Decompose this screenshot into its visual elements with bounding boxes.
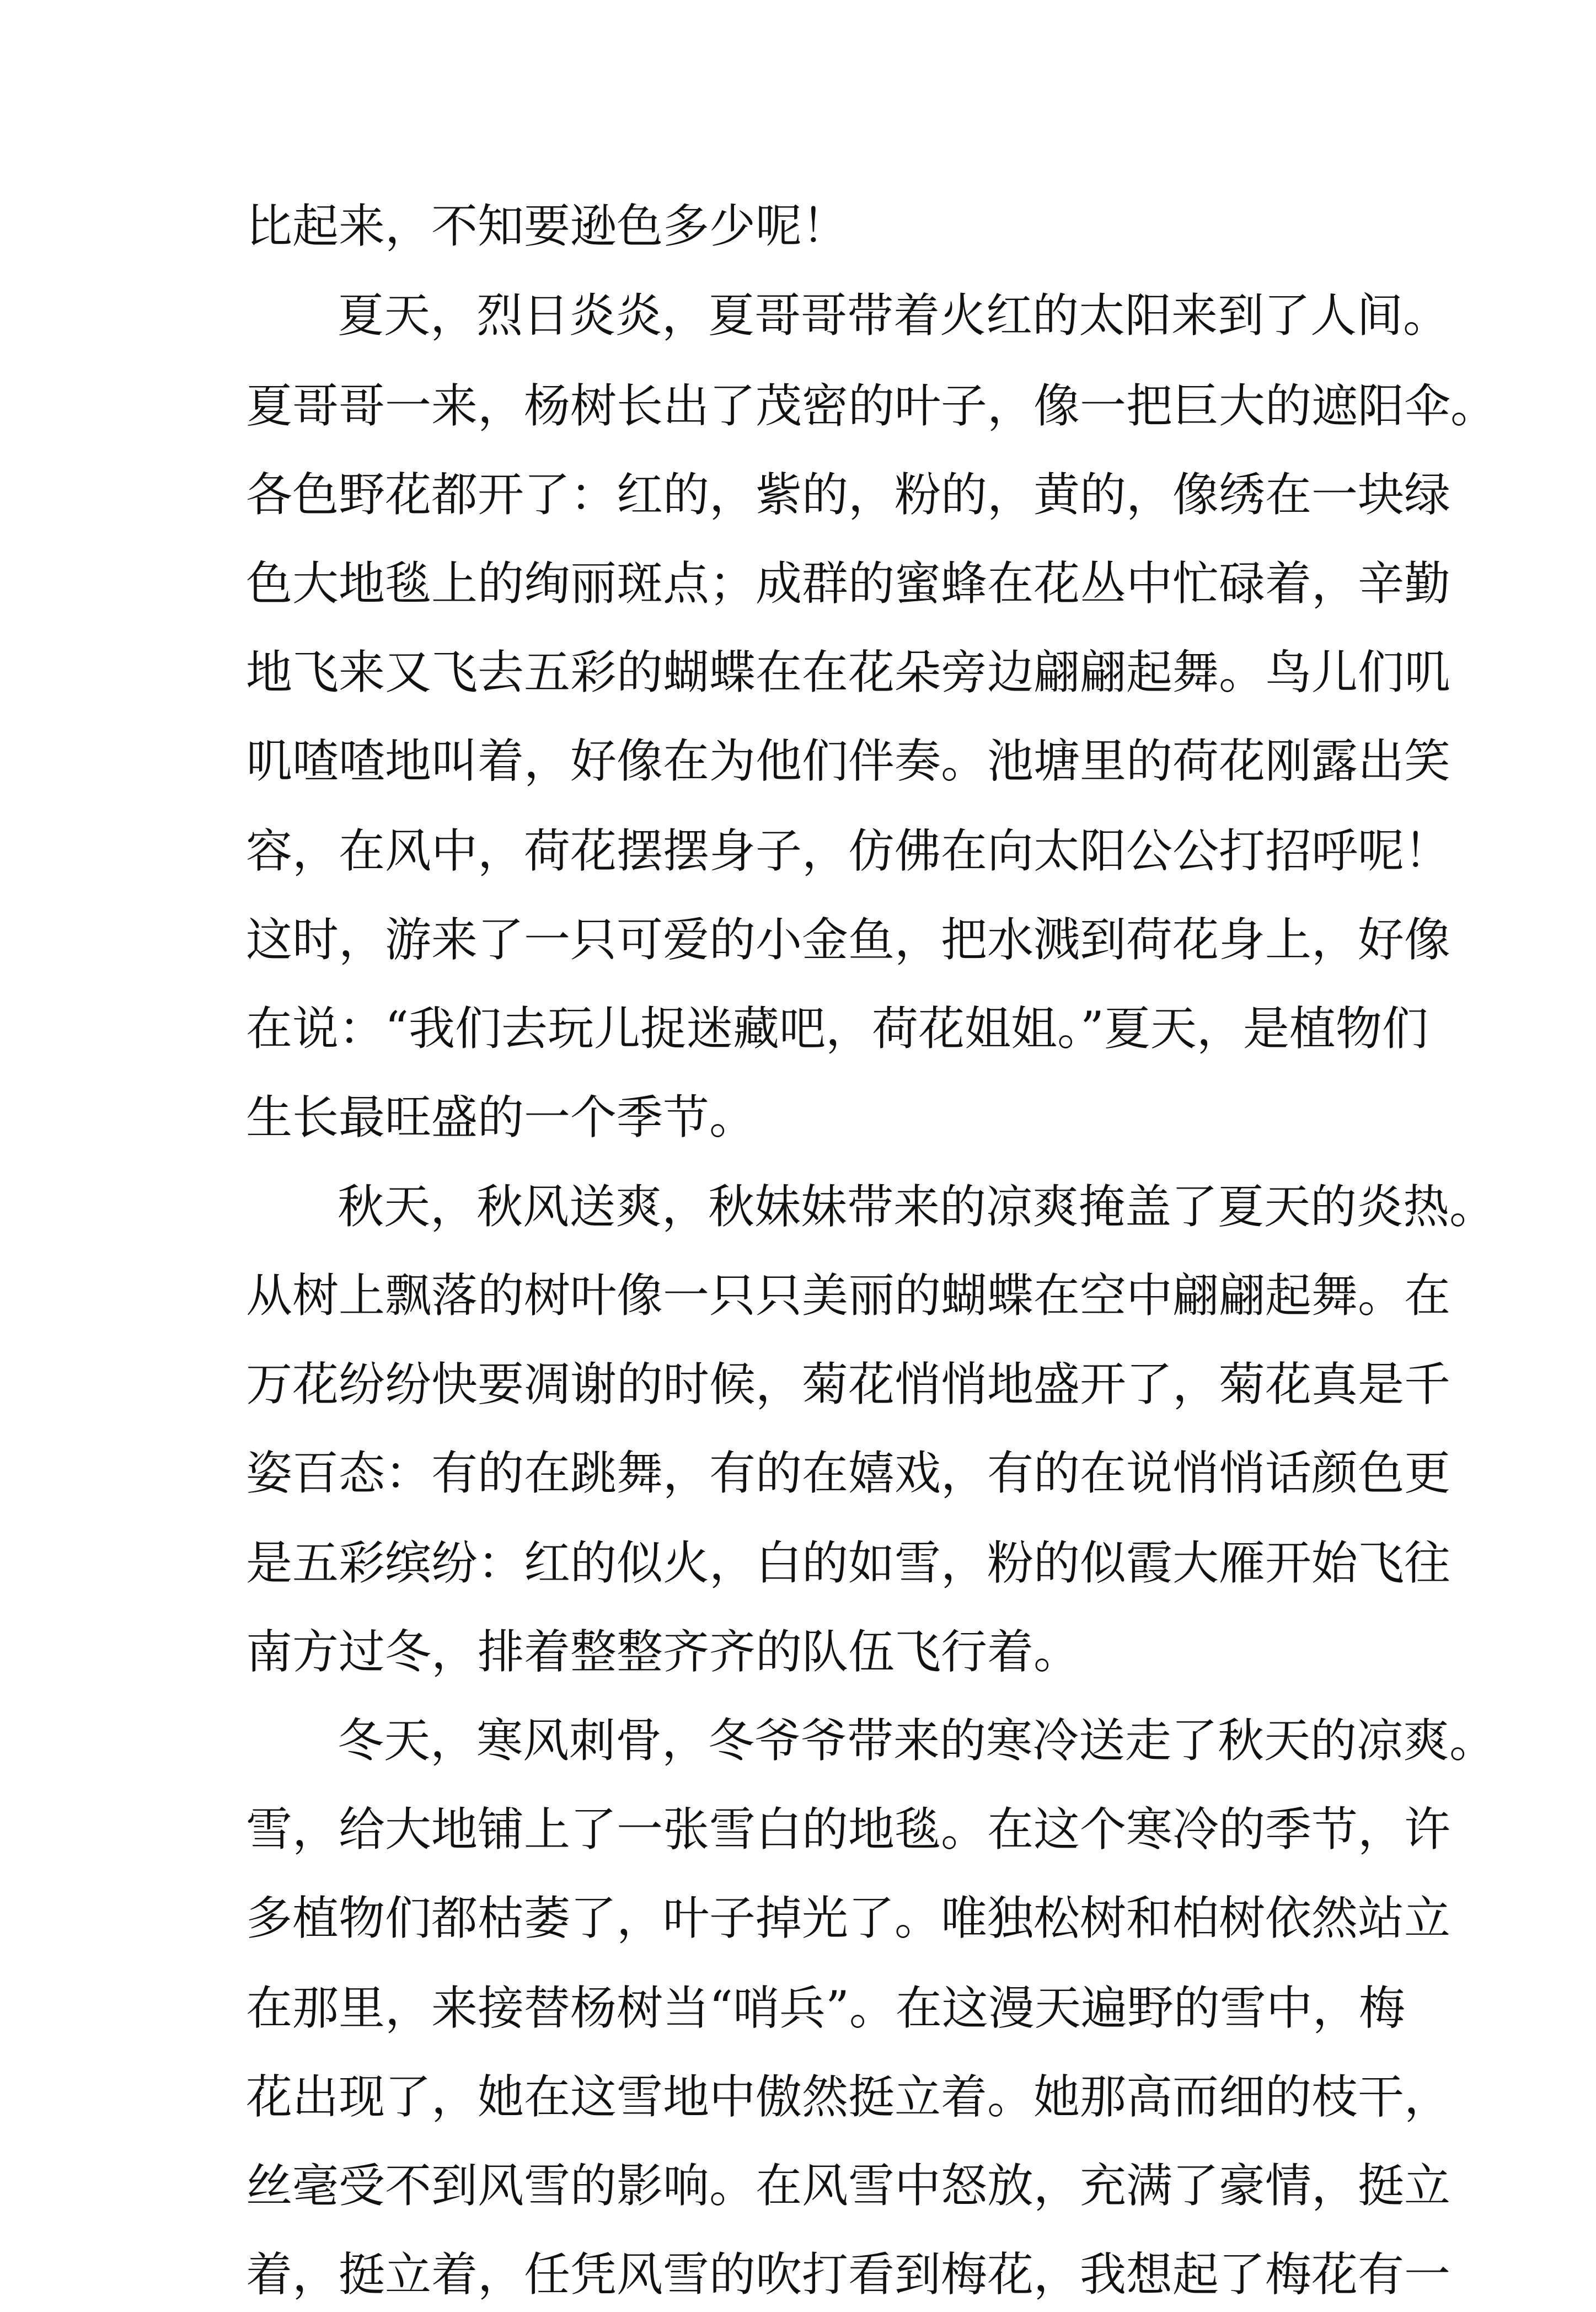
paragraph-first-line: 夏天，烈日炎炎，夏哥哥带着火红的太阳来到了人间。	[338, 288, 1450, 342]
text-line: 姿百态：有的在跳舞，有的在嬉戏，有的在说悄悄话颜色更	[246, 1446, 1451, 1500]
paragraph-first-line: 冬天，寒风刺骨，冬爷爷带来的寒冷送走了秋天的凉爽。	[338, 1714, 1496, 1768]
text-line: 万花纷纷快要凋谢的时候，菊花悄悄地盛开了，菊花真是千	[246, 1357, 1451, 1411]
text-line: 南方过冬，排着整整齐齐的队伍飞行着。	[246, 1625, 1080, 1679]
text-line: 色大地毯上的绚丽斑点；成群的蜜蜂在花丛中忙碌着，辛勤	[246, 556, 1451, 611]
paragraph-first-line: 秋天，秋风送爽，秋妹妹带来的凉爽掩盖了夏天的炎热。	[338, 1180, 1496, 1234]
text-line: 是五彩缤纷：红的似火，白的如雪，粉的似霞大雁开始飞往	[246, 1536, 1451, 1590]
text-line: 地飞来又飞去五彩的蝴蝶在在花朵旁边翩翩起舞。鸟儿们叽	[246, 645, 1451, 699]
text-line: 在那里，来接替杨树当“哨兵”。在这漫天遍野的雪中，梅	[246, 1981, 1405, 2035]
text-line: 着，挺立着，任凭风雪的吹打看到梅花，我想起了梅花有一	[246, 2247, 1451, 2302]
text-line: 丝毫受不到风雪的影响。在风雪中怒放，充满了豪情，挺立	[246, 2159, 1451, 2213]
text-line: 容，在风中，荷花摆摆身子，仿佛在向太阳公公打招呼呢！	[246, 824, 1451, 878]
text-line: 生长最旺盛的一个季节。	[246, 1090, 756, 1144]
text-line: 夏哥哥一来，杨树长出了茂密的叶子，像一把巨大的遮阳伞。	[246, 379, 1497, 433]
text-line: 花出现了，她在这雪地中傲然挺立着。她那高而细的枝干，	[246, 2070, 1451, 2124]
text-line: 比起来，不知要逊色多少呢！	[246, 199, 849, 253]
text-line: 多植物们都枯萎了，叶子掉光了。唯独松树和柏树依然站立	[246, 1891, 1451, 1945]
text-line: 雪，给大地铺上了一张雪白的地毯。在这个寒冷的季节，许	[246, 1802, 1451, 1856]
text-line: 这时，游来了一只可爱的小金鱼，把水溅到荷花身上，好像	[246, 913, 1451, 967]
text-line: 在说：“我们去玩儿捉迷藏吧，荷花姐姐。”夏天，是植物们	[246, 1002, 1428, 1056]
text-line: 各色野花都开了：红的，紫的，粉的，黄的，像绣在一块绿	[246, 468, 1451, 522]
text-line: 叽喳喳地叫着，好像在为他们伴奏。池塘里的荷花刚露出笑	[246, 734, 1451, 788]
text-line: 从树上飘落的树叶像一只只美丽的蝴蝶在空中翩翩起舞。在	[246, 1269, 1451, 1323]
